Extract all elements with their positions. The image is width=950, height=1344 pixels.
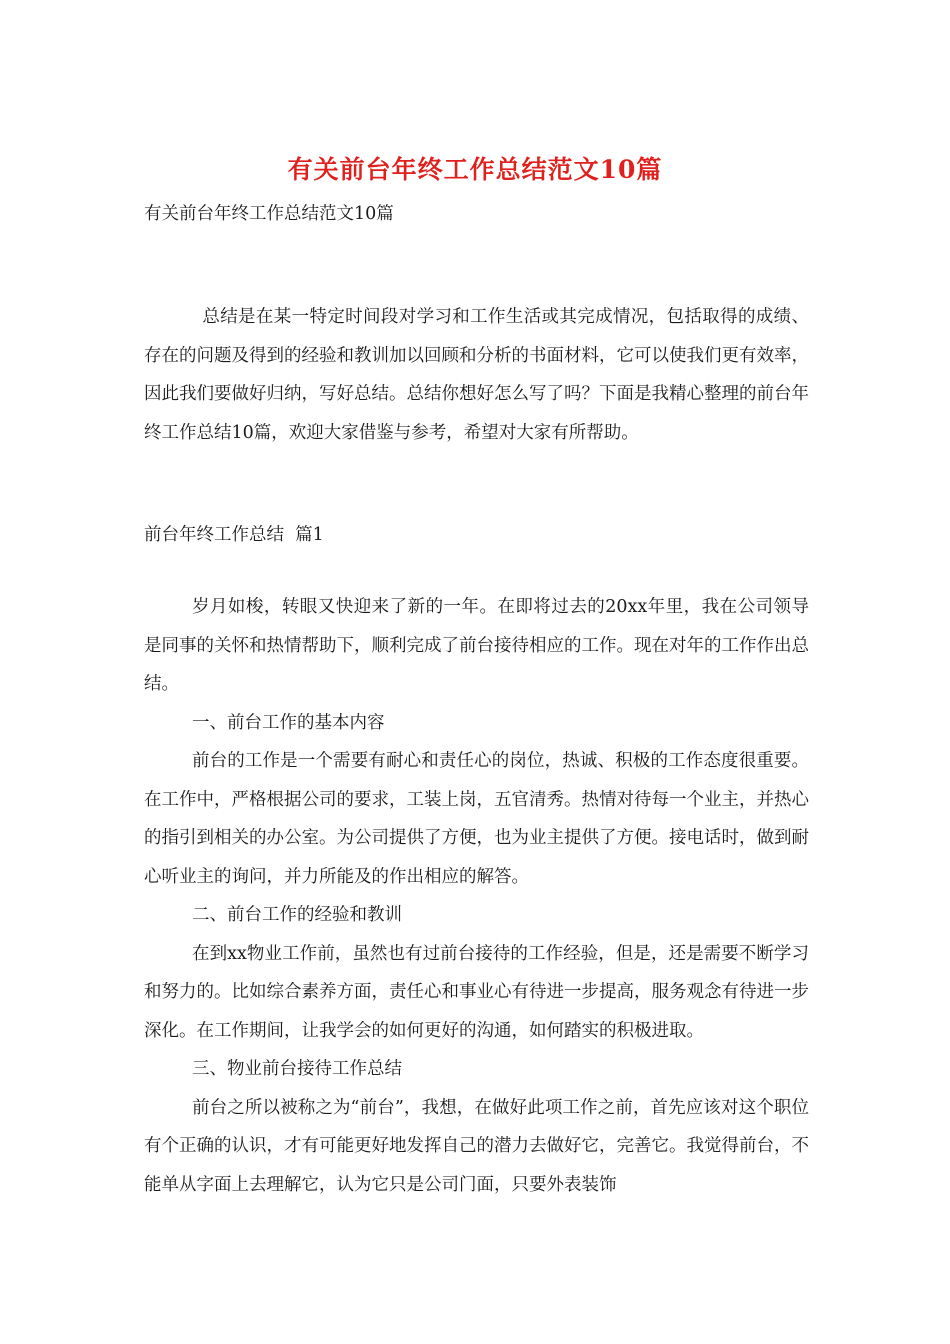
- section-heading: 前台年终工作总结 篇1: [144, 525, 324, 545]
- body-subheading: 二、前台工作的经验和教训: [192, 905, 402, 925]
- document-subtitle: 有关前台年终工作总结范文10篇: [144, 204, 394, 224]
- body-subheading: 一、前台工作的基本内容: [192, 712, 385, 733]
- body-paragraph: 在到xx物业工作前，虽然也有过前台接待的工作经验，但是，还是需要不断学习和努力的。比如综合素养方面，责任心和事业心有待进一步提高，服务观念有待进一步深化。在工作期间，让我学会的如何更好的沟通，如何踏实的积极进取。: [144, 943, 809, 1041]
- body-subheading: 三、物业前台接待工作总结: [192, 1059, 402, 1079]
- document-title: 有关前台年终工作总结范文10篇: [287, 155, 663, 184]
- body-paragraph: 前台之所以被称之为“前台”，我想，在做好此项工作之前，首先应该对这个职位有个正确的认识，才有可能更好地发挥自己的潜力去做好它，完善它。我觉得前台，不能单从字面上去理解它，认为它只是公司门面，只要外表装饰: [144, 1097, 809, 1195]
- intro-text: 总结是在某一特定时间段对学习和工作生活或其完成情况，包括取得的成绩、存在的问题及得到的经验和教训加以回顾和分析的书面材料，它可以使我们更有效率，因此我们要做好归纳，写好总结。总结你想好怎么写了吗？下面是我精心整理的前台年终工作总结10篇，欢迎大家借鉴与参考，希望对大家有所帮助。: [144, 307, 809, 443]
- body-text: [144, 588, 809, 1204]
- intro-paragraph: [144, 298, 809, 452]
- body-paragraph: 岁月如梭，转眼又快迎来了新的一年。在即将过去的20xx年里，我在公司领导是同事的关怀和热情帮助下，顺利完成了前台接待相应的工作。现在对年的工作作出总结。: [144, 597, 809, 694]
- body-paragraph: 前台的工作是一个需要有耐心和责任心的岗位，热诚、积极的工作态度很重要。在工作中，严格根据公司的要求，工装上岗，五官清秀。热情对待每一个业主，并热心的指引到相关的办公室。为公司提供了方便，也为业主提供了方便。接电话时，做到耐心听业主的询问，并力所能及的作出相应的解答。: [144, 751, 809, 887]
